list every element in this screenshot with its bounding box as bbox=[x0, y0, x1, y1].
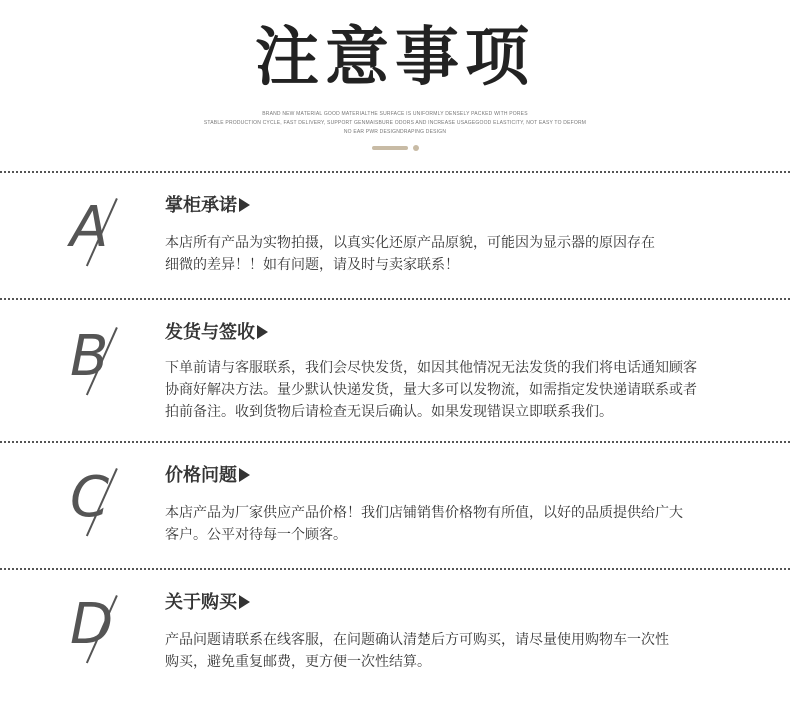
section-body bbox=[165, 232, 760, 276]
subtitle-line: BRAND NEW MATERIAL GOOD MATERIALTHE SURFACE IS UNIFORMLY DENSELY PACKED WITH PORES bbox=[262, 111, 528, 117]
section-d bbox=[0, 569, 790, 721]
arrow-right-icon bbox=[257, 325, 268, 339]
body-line: 购买，避免重复邮费，更方便一次性结算。 bbox=[165, 654, 431, 670]
section-title-text: 掌柜承诺 bbox=[165, 195, 237, 216]
section-letter-a bbox=[68, 196, 138, 276]
letter-glyph: A bbox=[70, 195, 109, 260]
decorative-dot bbox=[413, 145, 419, 151]
section-body bbox=[165, 629, 760, 673]
section-body bbox=[165, 502, 760, 546]
body-line: 拍前备注。收到货物后请检查无误后确认。如果发现错误立即联系我们。 bbox=[165, 404, 613, 420]
section-letter-d bbox=[68, 593, 138, 673]
body-line: 本店所有产品为实物拍摄，以真实化还原产品原貌，可能因为显示器的原因存在 bbox=[165, 235, 655, 251]
section-title-text: 发货与签收 bbox=[165, 322, 255, 343]
body-line: 协商好解决方法。量少默认快递发货，量大多可以发物流，如需指定发快递请联系或者 bbox=[165, 382, 697, 398]
section-title-text: 关于购买 bbox=[165, 592, 237, 613]
body-line: 下单前请与客服联系，我们会尽快发货，如因其他情况无法发货的我们将电话通知顾客 bbox=[165, 360, 697, 376]
subtitle-line: STABLE PRODUCTION CYCLE, FAST DELIVERY, SUPPORT GENMAISBURE ODORS AND INCREASE USAGEGOOD ELASTICITY, NOT EASY TO DEFORM bbox=[203, 120, 587, 126]
section-title bbox=[165, 591, 250, 615]
section-letter-b bbox=[68, 325, 138, 405]
arrow-right-icon bbox=[239, 595, 250, 609]
section-title bbox=[165, 464, 250, 488]
decorative-bar bbox=[372, 146, 408, 150]
arrow-right-icon bbox=[239, 468, 250, 482]
body-line: 客户。公平对待每一个顾客。 bbox=[165, 527, 347, 543]
section-title bbox=[165, 321, 268, 345]
letter-glyph: C bbox=[70, 465, 110, 530]
subtitle-line: NO EAR PWR DESIGNDRAPING DESIGN bbox=[343, 129, 447, 135]
section-a bbox=[0, 172, 790, 298]
body-line: 细微的差异！！如有问题，请及时与卖家联系！ bbox=[165, 257, 459, 273]
section-title-text: 价格问题 bbox=[165, 465, 237, 486]
body-line: 本店产品为厂家供应产品价格！我们店铺销售价格物有所值，以好的品质提供给广大 bbox=[165, 505, 683, 521]
page-title: 注意事项 bbox=[255, 21, 535, 95]
header bbox=[0, 0, 790, 170]
letter-glyph: D bbox=[70, 592, 114, 657]
arrow-right-icon bbox=[239, 198, 250, 212]
body-line: 产品问题请联系在线客服，在问题确认清楚后方可购买，请尽量使用购物车一次性 bbox=[165, 632, 669, 648]
section-b bbox=[0, 299, 790, 440]
section-letter-c bbox=[68, 466, 138, 546]
letter-glyph: B bbox=[70, 324, 109, 389]
section-body bbox=[165, 357, 760, 423]
section-c bbox=[0, 442, 790, 568]
section-title bbox=[165, 194, 250, 218]
